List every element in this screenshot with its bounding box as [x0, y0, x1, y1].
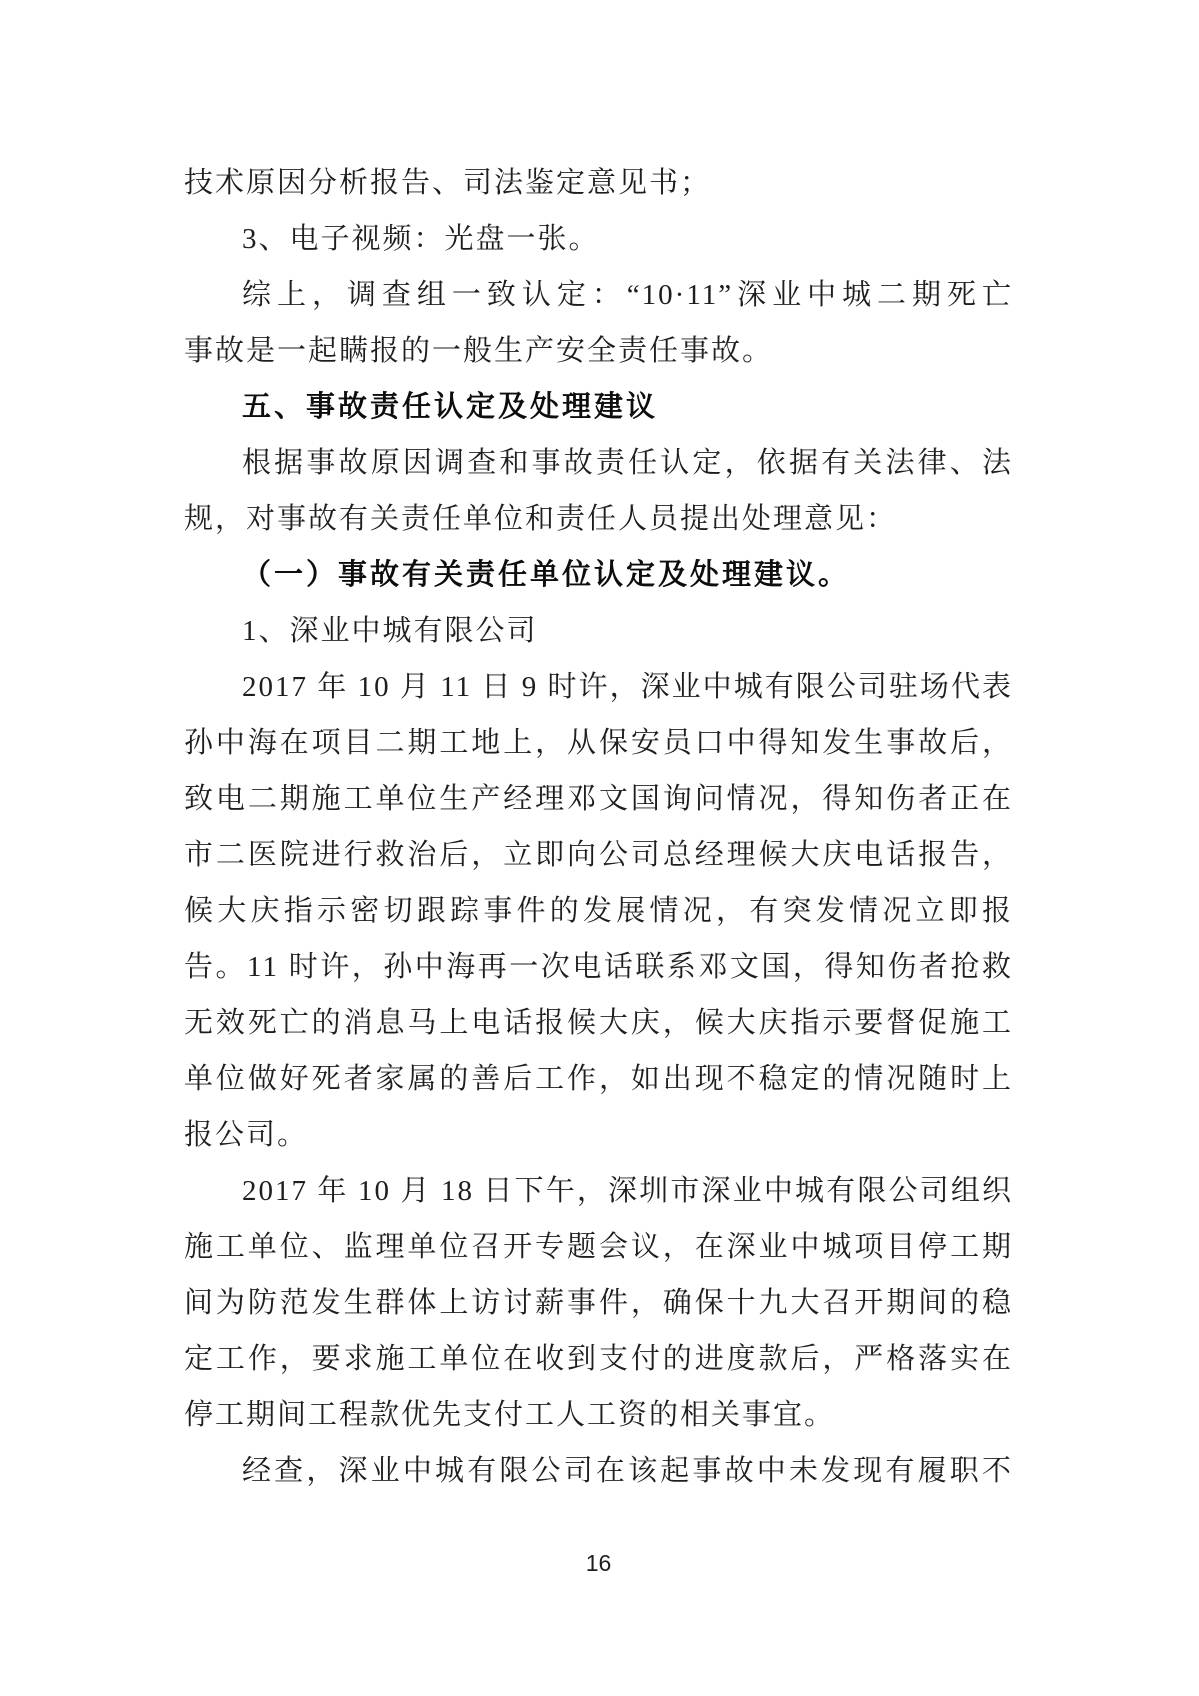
text-line: 停工期间工程款优先支付工人工资的相关事宜。	[184, 1399, 836, 1431]
text-line: 3、电子视频：光盘一张。	[242, 223, 600, 255]
text-line: 告。11 时许，孙中海再一次电话联系邓文国，得知伤者抢救	[184, 951, 1013, 983]
text-line: 2017 年 10 月 18 日下午，深圳市深业中城有限公司组织	[242, 1175, 1013, 1207]
text-line: 定工作，要求施工单位在收到支付的进度款后，严格落实在	[184, 1343, 1013, 1375]
text-line: 事故是一起瞒报的一般生产安全责任事故。	[184, 335, 774, 367]
text-line: 间为防范发生群体上访讨薪事件，确保十九大召开期间的稳	[184, 1287, 1013, 1319]
subsection-heading: （一）事故有关责任单位认定及处理建议。	[242, 559, 851, 591]
text-line: 候大庆指示密切跟踪事件的发展情况，有突发情况立即报	[184, 895, 1013, 927]
text-line: 市二医院进行救治后，立即向公司总经理候大庆电话报告，	[184, 839, 1013, 871]
text-line: 1、深业中城有限公司	[242, 615, 538, 647]
text-line: 技术原因分析报告、司法鉴定意见书；	[184, 167, 712, 199]
text-line: 孙中海在项目二期工地上，从保安员口中得知发生事故后，	[184, 727, 1013, 759]
text-line: 综上，调查组一致认定：“10·11”深业中城二期死亡	[242, 279, 1013, 311]
text-line: 无效死亡的消息马上电话报候大庆，候大庆指示要督促施工	[184, 1007, 1013, 1039]
document-body	[184, 155, 1013, 1499]
text-line: 根据事故原因调查和事故责任认定，依据有关法律、法	[242, 447, 1013, 479]
text-line: 经查，深业中城有限公司在该起事故中未发现有履职不	[242, 1455, 1013, 1487]
text-line: 单位做好死者家属的善后工作，如出现不稳定的情况随时上	[184, 1063, 1013, 1095]
page-number: 16	[585, 1550, 612, 1576]
text-line: 致电二期施工单位生产经理邓文国询问情况，得知伤者正在	[184, 783, 1013, 815]
section-heading: 五、事故责任认定及处理建议	[242, 391, 659, 423]
text-line: 报公司。	[184, 1119, 309, 1151]
text-line: 施工单位、监理单位召开专题会议，在深业中城项目停工期	[184, 1231, 1013, 1263]
text-line: 规，对事故有关责任单位和责任人员提出处理意见：	[184, 503, 898, 535]
text-line: 2017 年 10 月 11 日 9 时许，深业中城有限公司驻场代表	[242, 671, 1013, 703]
